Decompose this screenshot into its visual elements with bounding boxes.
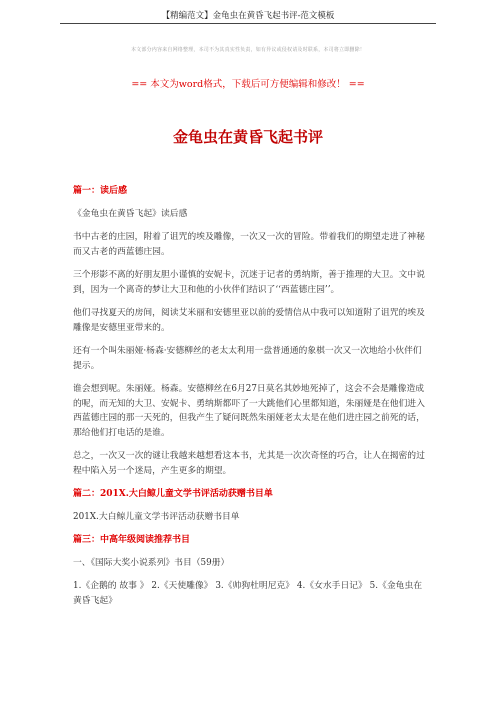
word-format-notice: == 本文为word格式，下载后可方便编辑和修改！ ==: [131, 79, 365, 90]
paragraph: 《金龟虫在黄昏飞起》读后感: [73, 208, 188, 219]
section-heading-3: 篇三：中高年级阅读推荐书目: [73, 535, 191, 545]
paragraph: 一、《国际大奖小说系列》书目（59册）: [73, 557, 230, 568]
section-heading-2: 篇二：201X.大白鲸儿童文学书评活动获赠书目单: [73, 489, 273, 499]
paragraph: 还有一个叫朱丽娅·杨森·安德柳丝的老太太利用一盘普通通的象棋一次又一次地给小伙伴们提示。: [73, 346, 422, 371]
document-title: 金龟虫在黄昏飞起书评: [172, 128, 323, 146]
header-title: 【精编范文】金龟虫在黄昏飞起书评-范文模板: [161, 11, 335, 21]
section-heading-1: 篇一：读后感: [73, 186, 128, 196]
paragraph: 总之，一次又一次的谜让我越来越想看这本书，尤其是一次次奇怪的巧合，让人在揭密的过程中陷入另一个迷局，产生更多的期望。: [73, 451, 425, 476]
paragraph: 书中古老的庄园，附着了诅咒的埃及雕像，一次又一次的冒险。带着我们的期望走进了神秘而又古老的西蓝德庄园。: [73, 232, 425, 257]
paragraph: 三个形影不离的好朋友胆小谨慎的安妮卡，沉迷于记者的勇纳斯，善于推理的大卫。文中说到，因为一个离奇的梦让大卫和他的小伙伴们结识了‘‘西蓝德庄园’’。: [73, 270, 425, 295]
paragraph: 谁会想到呢。朱丽娅。杨森。安德柳丝在6月27日莫名其妙地死掉了，这会不会是雕像造成的呢，而无知的大卫、安妮卡、勇纳斯都吓了一大跳他们心里都知道，朱丽娅是在他们进入西蓝德庄园的那一天死的，但我产生了疑问既然朱丽娅老太太是在他们进庄园之前死的话，那给他们打电话的是谁。: [73, 384, 425, 438]
document-body: [73, 184, 428, 617]
paragraph: 201X.大白鲸儿童文学书评活动获赠书目单: [73, 511, 240, 522]
book-list: 1.《企鹅的 故事 》 2.《天使雕像》 3.《帅狗杜明尼克》 4.《女水手日记》 5.《金龟虫在黄昏飞起》: [73, 581, 423, 606]
header-divider: [60, 23, 436, 24]
disclaimer-text: 本文部分内容来自网络整理，本司不为其真实性负责，如有异议或侵权请及时联系，本司将立即删除！: [130, 47, 365, 53]
paragraph: 他们寻找夏天的房间，阅读艾米丽和安德里亚以前的爱情信从中我可以知道附了诅咒的埃及雕像是安德里亚带来的。: [73, 308, 425, 333]
